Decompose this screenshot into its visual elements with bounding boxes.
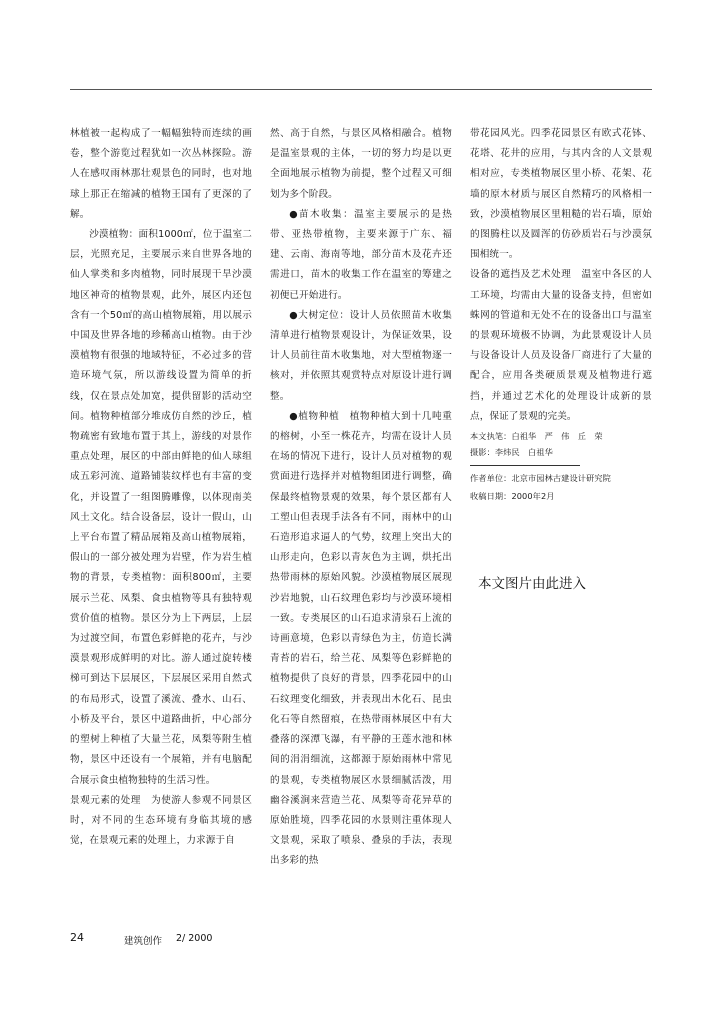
paragraph: 然、高于自然，与景区风格相融合。植物是温室景观的主体，一切的努力均是以更全面地展示植物为前提，整个过程又可细划为多个阶段。 <box>270 128 452 200</box>
author-unit: 作者单位：北京市园林古建设计研究院 <box>470 473 611 484</box>
journal-name: 建筑创作 <box>124 936 163 947</box>
credits-divider <box>470 465 580 466</box>
writers-credit: 本文执笔：白祖华 严 伟 丘 荣 <box>470 431 603 442</box>
issue-number: 2/ 2000 <box>176 933 213 944</box>
paragraph: ●植物种植 植物种植大到十几吨重的榕树，小至一株花卉，均需在设计人员在场的情况下进行，设计人员对植物的观赏面进行选择并对植物组团进行调整，确保最终植物景观的效果，每个景区都有人工塑山但表现手法各有不同，雨林中的山石造形追求逼人的气势，纹理上突出大的山形走向，色彩以青灰色为主调，烘托出热带雨林的原始风貌。沙漠植物展区展现沙岩地貌，山石纹理色彩均与沙漠环境相一致。专类展区的山石追求清泉石上流的诗画意境，色彩以青绿色为主，仿造长满青苔的岩石，给兰花、凤梨等色彩鲜艳的植物提供了良好的背景，四季花园中的山石纹理变化细致，并表现出木化石、昆虫化石等自然留痕，在热带雨林展区中有大叠落的深潭飞瀑，有平静的王莲水池和林间的涓涓细流，这都源于原始雨林中常见的景观，专类植物展区水景细腻活泼，用幽谷溪涧来营造兰花、凤梨等奇花异草的原始胜境，四季花园的水景则注重体现人文景观，采取了喷泉、叠泉的手法，表现出多彩的热 <box>270 410 452 867</box>
header-rule <box>70 89 652 90</box>
text-column-3 <box>470 124 652 505</box>
article-meta <box>470 469 652 505</box>
paragraph: 设备的遮挡及艺术处理 温室中各区的人工环境，均需由大量的设备支持，但密如蛛网的管道和无处不在的设备出口与温室的景观环境极不协调，为此景观设计人员与设备设计人员及设备厂商进行了大量的配合，应用各类硬质景观及植物进行遮挡，并通过艺术化的处理设计成新的景点，保证了景观的完美。 <box>470 269 652 422</box>
page-number: 24 <box>70 931 84 944</box>
paragraph: 林植被一起构成了一幅幅独特而连续的画卷，整个游览过程犹如一次丛林探险。游人在感叹雨林那壮观景色的同时，也对地球上那正在缩减的植物王国有了更深的了解。 <box>70 128 252 220</box>
image-placeholder-notice: 本文图片由此进入 <box>478 576 586 592</box>
paragraph: ●苗木收集：温室主要展示的是热带、亚热带植物，主要来源于广东、福建、云南、海南等地，部分苗木及花卉还需进口，苗木的收集工作在温室的筹建之初便已开始进行。 <box>270 208 452 301</box>
paragraph: 景观元素的处理 为使游人参观不同景区时，对不同的生态环境有身临其境的感觉，在景观元素的处理上，力求源于自 <box>70 794 252 847</box>
text-column-1 <box>70 124 252 851</box>
paragraph: 带花园风光。四季花园景区有欧式花钵、花塔、花井的应用，与其内含的人文景观相对应，专类植物展区里小桥、花架、花墙的原木材质与展区自然精巧的风格相一致，沙漠植物展区里粗糙的岩石墙，原始的图腾柱以及圆浑的仿砂质岩石与沙漠氛围相统一。 <box>470 128 652 261</box>
credits <box>470 428 652 460</box>
paragraph: 沙漠植物：面积1000㎡，位于温室二层，光照充足，主要展示来自世界各地的仙人掌类和多肉植物，同时展现干旱沙漠地区神奇的植物景观，此外，展区内还包含有一个50㎡的高山植物展箱，用以展示中国及世界各地的珍稀高山植物。由于沙漠植物有很强的地域特征，不必过多的营造环境气氛，所以游线设置为简单的折线，仅在景点处加宽，提供留影的活动空间。植物种植部分堆成仿自然的沙丘，植物疏密有致地布置于其上，游线的对景作重点处理，展区的中部由鲜艳的仙人球组成五彩河流、道路铺装纹样也有丰富的变化，并设置了一组图腾雕像，以体现南美风土文化。结合设备层，设计一假山，山上平台布置了精品展箱及高山植物展箱，假山的一部分被处理为岩壁，作为岩生植物的背景，专类植物：面积800㎡，主要展示兰花、凤梨、食虫植物等具有独特观赏价值的植物。景区分为上下两层，上层为过渡空间，布置色彩鲜艳的花卉，与沙漠景观形成鲜明的对比。游人通过旋转楼梯可到达下层展区，下层展区采用自然式的布局形式，设置了溪流、叠水、山石、小桥及平台，景区中道路曲折，中心部分的塑树上种植了大量兰花，凤梨等附生植物，景区中还设有一个展箱，并有电脑配合展示食虫植物独特的生活习性。 <box>70 229 252 786</box>
photo-credit: 摄影：李炜民 白祖华 <box>470 447 553 458</box>
paragraph: ●大树定位：设计人员依照苗木收集清单进行植物景观设计，为保证效果，设计人员前往苗木收集地，对大型植物逐一核对，并依照其观赏特点对原设计进行调整。 <box>270 309 452 402</box>
received-date: 收稿日期：2000年2月 <box>470 491 555 502</box>
text-column-2 <box>270 124 452 872</box>
